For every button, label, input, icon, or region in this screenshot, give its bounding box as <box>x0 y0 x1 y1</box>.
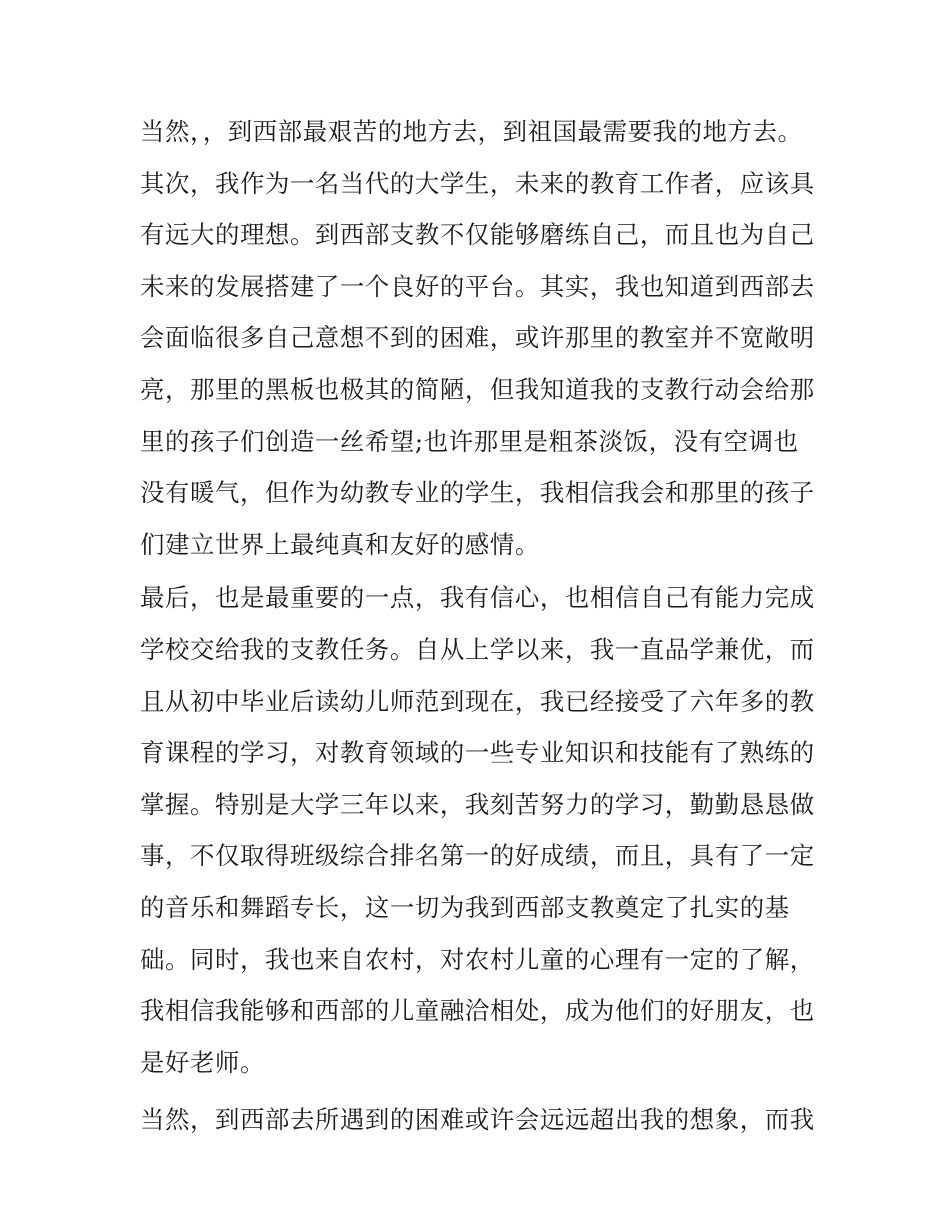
text-line: 其次，我作为一名当代的大学生，未来的教育工作者，应该具 <box>140 168 815 198</box>
text-line: 是好老师。 <box>140 1047 265 1077</box>
text-line: 里的孩子们创造一丝希望;也许那里是粗茶淡饭，没有空调也 <box>140 426 799 456</box>
text-line: 育课程的学习，对教育领域的一些专业知识和技能有了熟练的 <box>140 738 815 768</box>
text-line: 没有暖气，但作为幼教专业的学生，我相信我会和那里的孩子 <box>140 478 815 508</box>
body-text <box>140 106 830 1146</box>
text-line: 会面临很多自己意想不到的困难，或许那里的教室并不宽敞明 <box>140 323 815 353</box>
text-line: 的音乐和舞蹈专长，这一切为我到西部支教奠定了扎实的基 <box>140 892 790 922</box>
text-line: 们建立世界上最纯真和友好的感情。 <box>140 529 540 559</box>
text-line: 当然，到西部去所遇到的困难或许会远远超出我的想象，而我 <box>140 1105 815 1135</box>
text-line: 亮，那里的黑板也极其的简陋，但我知道我的支教行动会给那 <box>140 374 815 404</box>
text-line: 我相信我能够和西部的儿童融洽相处，成为他们的好朋友，也 <box>140 996 815 1026</box>
text-line: 事，不仅取得班级综合排名第一的好成绩，而且，具有了一定 <box>140 841 815 871</box>
text-line: 学校交给我的支教任务。自从上学以来，我一直品学兼优，而 <box>140 634 815 664</box>
text-line: 掌握。特别是大学三年以来，我刻苦努力的学习，勤勤恳恳做 <box>140 789 815 819</box>
text-line: 未来的发展搭建了一个良好的平台。其实，我也知道到西部去 <box>140 271 815 301</box>
text-line: 最后，也是最重要的一点，我有信心，也相信自己有能力完成 <box>140 583 815 613</box>
text-line: 当然，，到西部最艰苦的地方去，到祖国最需要我的地方去。 <box>140 117 803 146</box>
text-line: 础。同时，我也来自农村，对农村儿童的心理有一定的了解， <box>140 944 815 974</box>
text-line: 有远大的理想。到西部支教不仅能够磨练自己，而且也为自己 <box>140 220 815 250</box>
text-line: 且从初中毕业后读幼儿师范到现在，我已经接受了六年多的教 <box>140 686 815 716</box>
